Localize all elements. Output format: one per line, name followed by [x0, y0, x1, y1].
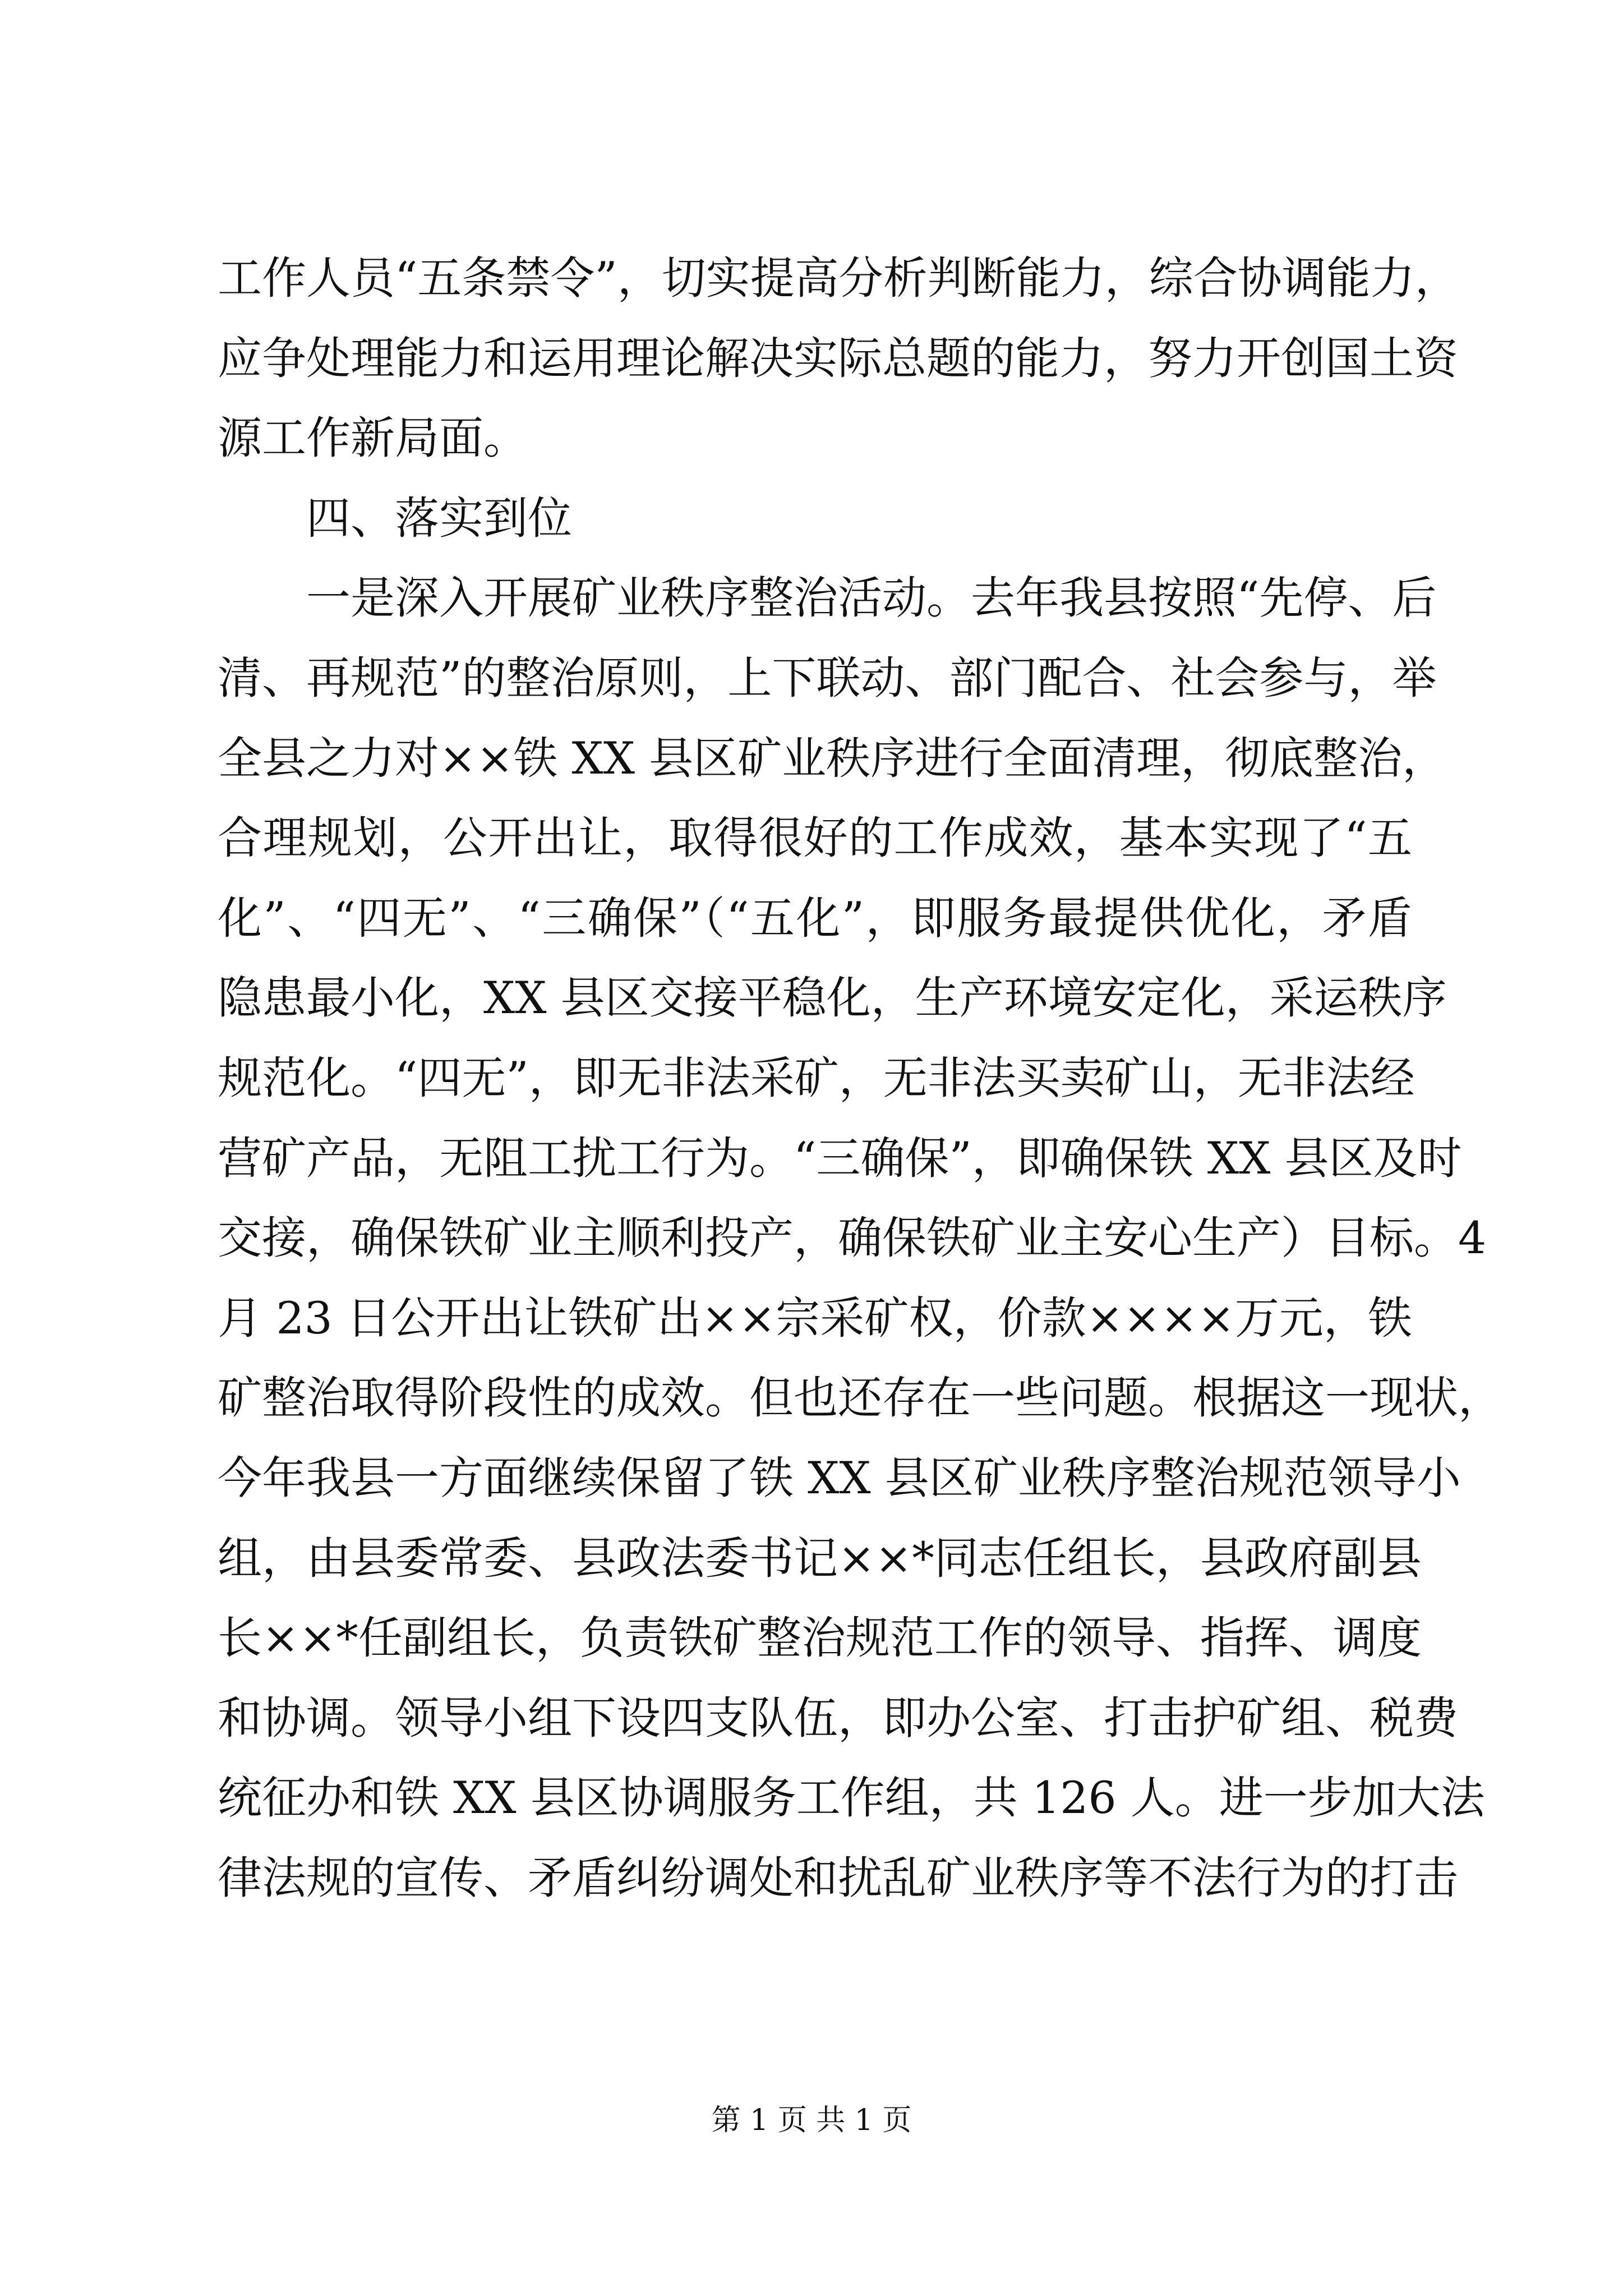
- text-line: 应争处理能力和运用理论解决实际总题的能力，努力开创国土资: [218, 332, 1458, 384]
- page-number: 第 1 页 共 1 页: [711, 2104, 912, 2137]
- body-text: [218, 238, 1502, 1918]
- text-line: 化”、“四无”、“三确保”（“五化”，即服务最提供优化，矛盾: [218, 892, 1412, 944]
- text-line: 矿整治取得阶段性的成效。但也还存在一些问题。根据这一现状，: [218, 1372, 1502, 1424]
- text-line: 工作人员“五条禁令”，切实提高分析判断能力，综合协调能力，: [218, 252, 1459, 304]
- text-line: 源工作新局面。: [218, 412, 528, 464]
- text-line: 律法规的宣传、矛盾纠纷调处和扰乱矿业秩序等不法行为的打击: [218, 1852, 1458, 1904]
- text-line: 一是深入开展矿业秩序整治活动。去年我县按照“先停、后: [306, 572, 1437, 624]
- text-line: 长××*任副组长，负责铁矿整治规范工作的领导、指挥、调度: [218, 1612, 1422, 1664]
- text-line: 交接，确保铁矿业主顺利投产，确保铁矿业主安心生产）目标。4: [218, 1212, 1487, 1264]
- text-line: 合理规划，公开出让，取得很好的工作成效，基本实现了“五: [218, 812, 1412, 864]
- section-heading: 四、落实到位: [306, 492, 572, 544]
- text-line: 清、再规范”的整治原则，上下联动、部门配合、社会参与，举: [218, 652, 1437, 704]
- text-line: 全县之力对××铁 XX 县区矿业秩序进行全面清理，彻底整治，: [218, 732, 1447, 784]
- text-line: 营矿产品，无阻工扰工行为。“三确保”，即确保铁 XX 县区及时: [218, 1132, 1462, 1184]
- text-line: 和协调。领导小组下设四支队伍，即办公室、打击护矿组、税费: [218, 1692, 1458, 1744]
- text-line: 规范化。“四无”，即无非法采矿，无非法买卖矿山，无非法经: [218, 1052, 1415, 1104]
- text-line: 隐患最小化，XX 县区交接平稳化，生产环境安定化，采运秩序: [218, 972, 1447, 1024]
- text-line: 统征办和铁 XX 县区协调服务工作组，共 126 人。进一步加大法: [218, 1772, 1485, 1824]
- text-line: 今年我县一方面继续保留了铁 XX 县区矿业秩序整治规范领导小: [218, 1452, 1461, 1504]
- text-line: 组，由县委常委、县政法委书记××*同志任组长，县政府副县: [218, 1532, 1422, 1584]
- page-footer: [0, 2101, 1623, 2140]
- text-line: 月 23 日公开出让铁矿出××宗采矿权，价款××××万元，铁: [218, 1292, 1412, 1344]
